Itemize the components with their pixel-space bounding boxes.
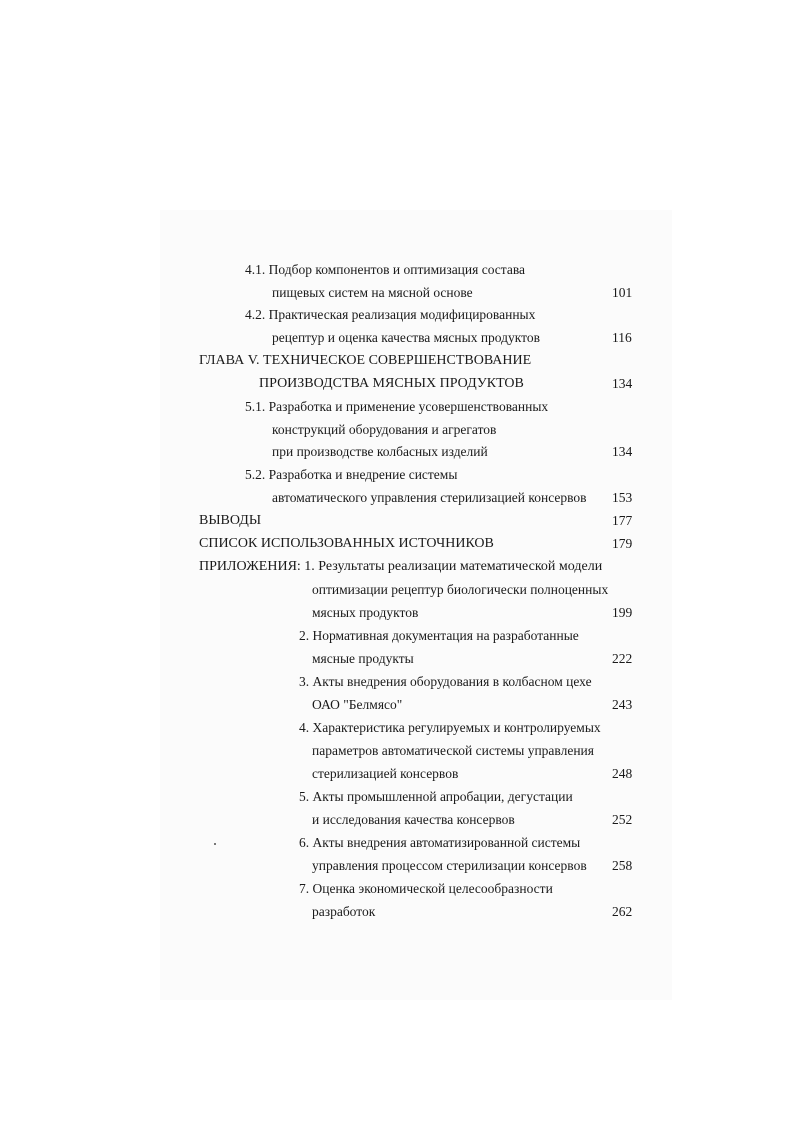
toc-appendix-4-line-1: 4. Характеристика регулируемых и контролируемых [299, 720, 601, 735]
toc-page-number: 177 [612, 513, 633, 528]
toc-appendix-7-line-2: разработок [312, 904, 376, 919]
toc-appendix-4-line-3: стерилизацией консервов [312, 766, 459, 781]
toc-appendix-3-line-1: 3. Акты внедрения оборудования в колбасном цехе [299, 674, 592, 689]
toc-entry-5-1-line-3: при производстве колбасных изделий [272, 444, 488, 459]
toc-appendix-2-line-2: мясные продукты [312, 651, 414, 666]
toc-entry-5-1-line-2: конструкций оборудования и агрегатов [272, 422, 497, 437]
toc-page-number: 134 [612, 376, 633, 391]
toc-page-number: 199 [612, 605, 633, 620]
toc-chapter-5-line-1: ГЛАВА V. ТЕХНИЧЕСКОЕ СОВЕРШЕНСТВОВАНИЕ [199, 353, 532, 368]
toc-appendix-5-line-2: и исследования качества консервов [312, 812, 515, 827]
toc-entry-4-1-line-2: пищевых систем на мясной основе [272, 285, 473, 300]
toc-appendix-6-line-1: 6. Акты внедрения автоматизированной системы [299, 835, 581, 850]
toc-appendix-2-line-1: 2. Нормативная документация на разработанные [299, 628, 579, 643]
toc-entry-5-1-line-1: 5.1. Разработка и применение усовершенствованных [245, 399, 549, 414]
toc-appendix-3-line-2: ОАО "Белмясо" [312, 697, 403, 712]
toc-chapter-5-line-2: ПРОИЗВОДСТВА МЯСНЫХ ПРОДУКТОВ [259, 376, 524, 391]
toc-entry-4-2-line-1: 4.2. Практическая реализация модифицированных [245, 307, 536, 322]
toc-entry-5-2-line-2: автоматического управления стерилизацией консервов [272, 490, 587, 505]
toc-appendix-5-line-1: 5. Акты промышленной апробации, дегустации [299, 789, 573, 804]
toc-page-number: 252 [612, 812, 633, 827]
toc-page-number: 134 [612, 444, 633, 459]
toc-entry-4-2-line-2: рецептур и оценка качества мясных продуктов [272, 330, 541, 345]
toc-page-number: 222 [612, 651, 633, 666]
toc-appendix-7-line-1: 7. Оценка экономической целесообразности [299, 881, 553, 896]
toc-references: СПИСОК ИСПОЛЬЗОВАННЫХ ИСТОЧНИКОВ [199, 536, 494, 551]
scan-speck [214, 843, 216, 845]
toc-appendix-1-line-2: оптимизации рецептур биологически полноценных [312, 582, 609, 597]
toc-appendix-6-line-2: управления процессом стерилизации консервов [312, 858, 587, 873]
toc-page-number: 179 [612, 536, 633, 551]
toc-page-number: 243 [612, 697, 633, 712]
toc-appendix-1-line-3: мясных продуктов [312, 605, 419, 620]
toc-page-number: 248 [612, 766, 633, 781]
toc-conclusions: ВЫВОДЫ [199, 513, 262, 528]
toc-page-number: 116 [612, 330, 632, 345]
toc-page-number: 262 [612, 904, 633, 919]
toc-page-number: 153 [612, 490, 633, 505]
toc-appendix-4-line-2: параметров автоматической системы управления [312, 743, 594, 758]
toc-entry-4-1-line-1: 4.1. Подбор компонентов и оптимизация состава [245, 262, 526, 277]
toc-page-number: 258 [612, 858, 633, 873]
toc-appendix-1-line-1: ПРИЛОЖЕНИЯ: 1. Результаты реализации математической модели [199, 559, 603, 574]
toc-page-number: 101 [612, 285, 633, 300]
toc-entry-5-2-line-1: 5.2. Разработка и внедрение системы [245, 467, 458, 482]
